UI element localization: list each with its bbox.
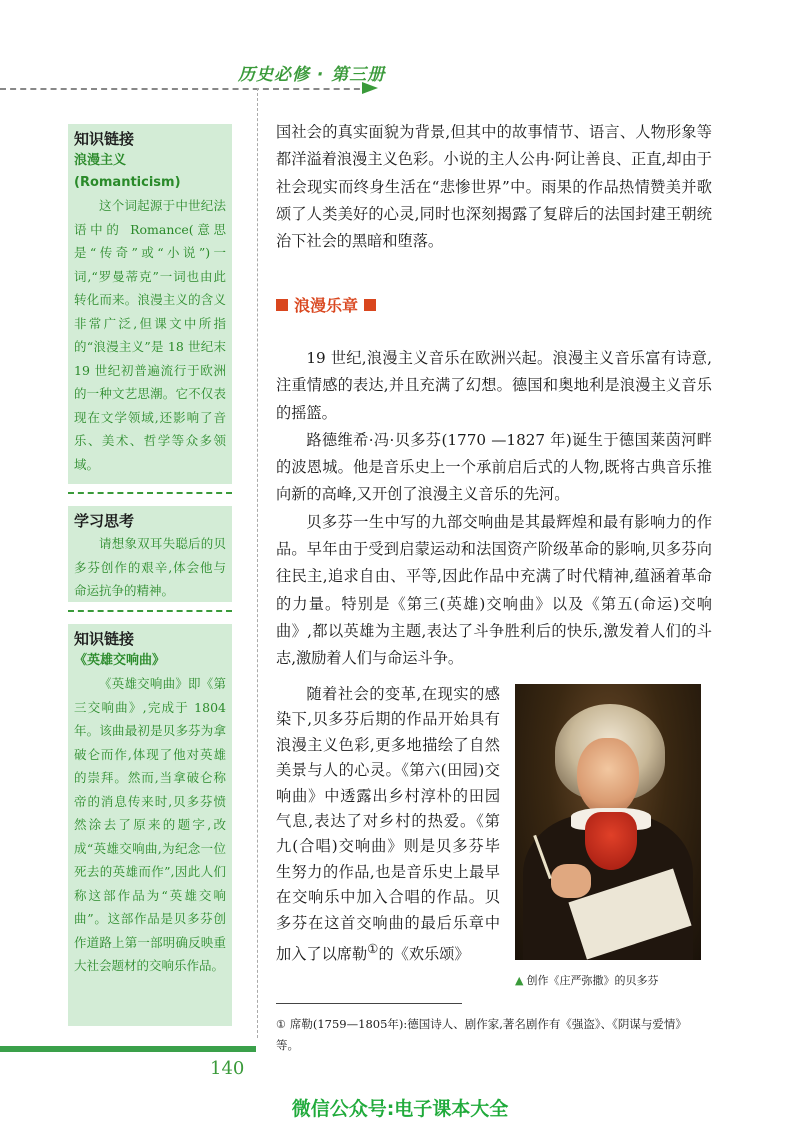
paragraph bbox=[276, 682, 500, 968]
sidebar-box-eroica bbox=[68, 624, 232, 1026]
page-number: 140 bbox=[210, 1058, 245, 1079]
square-bullet-icon bbox=[364, 299, 376, 311]
main-text-continued bbox=[276, 119, 712, 255]
sidebar-box-heading: 学习思考 bbox=[74, 512, 135, 530]
sidebar-box-romanticism bbox=[68, 124, 232, 484]
sidebar-box-subheading: 《英雄交响曲》 bbox=[74, 653, 166, 668]
book-title: 历史必修 · 第三册 bbox=[238, 65, 386, 85]
paragraph-text: 的《欢乐颂》 bbox=[378, 945, 470, 964]
main-body-wrapped bbox=[276, 682, 500, 968]
footnote-mark: ① bbox=[276, 1018, 286, 1031]
bottom-green-bar bbox=[0, 1046, 256, 1052]
paragraph: 19 世纪,浪漫主义音乐在欧洲兴起。浪漫主义音乐富有诗意,注重情感的表达,并且充满了幻想。德国和奥地利是浪漫主义音乐的摇篮。 bbox=[276, 349, 712, 422]
header-rule bbox=[0, 88, 370, 90]
footnote-text: 席勒(1759—1805年):德国诗人、剧作家,著名剧作有《强盗》、《阴谋与爱情》等。 bbox=[276, 1017, 687, 1052]
column-divider bbox=[257, 88, 258, 1038]
header-arrow-icon bbox=[362, 82, 378, 94]
figure-caption-text: 创作《庄严弥撒》的贝多芬 bbox=[526, 974, 659, 987]
watermark: 微信公众号:电子课本大全 bbox=[291, 1098, 509, 1120]
paragraph: 贝多芬一生中写的九部交响曲是其最辉煌和最有影响力的作品。早年由于受到启蒙运动和法国资产阶级革命的影响,贝多芬向往民主,追求自由、平等,因此作品中充满了时代精神,蕴涵着革命的力量。特别是《第三(英雄)交响曲》以及《第五(命运)交响曲》,都以英雄为主题,表达了斗争胜利后的快乐,激发着人们的斗志,激励着人们与命运斗争。 bbox=[276, 512, 712, 668]
footnote bbox=[276, 1014, 706, 1055]
figure-caption bbox=[515, 972, 658, 988]
sidebar-box-divider bbox=[68, 610, 232, 612]
square-bullet-icon bbox=[276, 299, 288, 311]
section-title: 浪漫乐章 bbox=[294, 296, 359, 315]
sidebar-box-text: 请想象双耳失聪后的贝多芬创作的艰辛,体会他与命运抗争的精神。 bbox=[74, 536, 226, 598]
section-heading bbox=[276, 293, 376, 316]
footnote-rule bbox=[276, 1003, 462, 1004]
sidebar-box-subheading: 浪漫主义(Romanticism) bbox=[74, 153, 181, 190]
sidebar-box-text: 《英雄交响曲》即《第三交响曲》,完成于 1804 年。该曲最初是贝多芬为拿破仑而作,体现了他对英雄的崇拜。然而,当拿破仑称帝的消息传来时,贝多芬愤然涂去了原来的题字,改成“英雄交响曲,为纪念一位死去的英雄而作”,因此人们称这部作品为“英雄交响曲”。这部作品是贝多芬创作道路上第一部明确反映重大社会题材的交响乐作品。 bbox=[74, 676, 226, 973]
paragraph-text: 随着社会的变革,在现实的感染下,贝多芬后期的作品开始具有浪漫主义色彩,更多地描绘了自然美景与人的心灵。《第六(田园)交响曲》中透露出乡村淳朴的田园气息,表达了对乡村的热爱。《第九(合唱)交响曲》则是贝多芬毕生努力的作品,也是音乐史上最早在交响乐中加入合唱的作品。贝多芬在这首交响曲的最后乐章中加入了以席勒 bbox=[276, 685, 500, 964]
paragraph: 国社会的真实面貌为背景,但其中的故事情节、语言、人物形象等都洋溢着浪漫主义色彩。小说的主人公冉·阿让善良、正直,却由于社会现实而终身生活在“悲惨世界”中。雨果的作品热情赞美并歌颂了人类美好的心灵,同时也深刻揭露了复辟后的法国封建王朝统治下社会的黑暗和堕落。 bbox=[276, 123, 712, 251]
footnote-reference[interactable]: ① bbox=[367, 941, 379, 957]
sidebar-box-heading: 知识链接 bbox=[74, 130, 135, 148]
sidebar-box-divider bbox=[68, 492, 232, 494]
beethoven-portrait-image bbox=[515, 684, 701, 960]
sidebar-box-text: 这个词起源于中世纪法语中的 Romance(意思是“传奇”或“小说”)一词,“罗曼蒂克”一词也由此转化而来。浪漫主义的含义非常广泛,但课文中所指的“浪漫主义”是 18 世纪末 19 世纪初普遍流行于欧洲的一种文艺思潮。它不仅表现在文学领域,还影响了音乐、美术、哲学等众多领域。 bbox=[74, 198, 226, 472]
sidebar-box-heading: 知识链接 bbox=[74, 630, 135, 648]
main-body bbox=[276, 345, 712, 673]
paragraph: 路德维希·冯·贝多芬(1770 —1827 年)诞生于德国莱茵河畔的波恩城。他是音乐史上一个承前启后式的人物,既将古典音乐推向新的高峰,又开创了浪漫主义音乐的先河。 bbox=[276, 430, 712, 504]
triangle-marker-icon: ▲ bbox=[515, 974, 524, 987]
sidebar-box-study-thinking bbox=[68, 506, 232, 602]
